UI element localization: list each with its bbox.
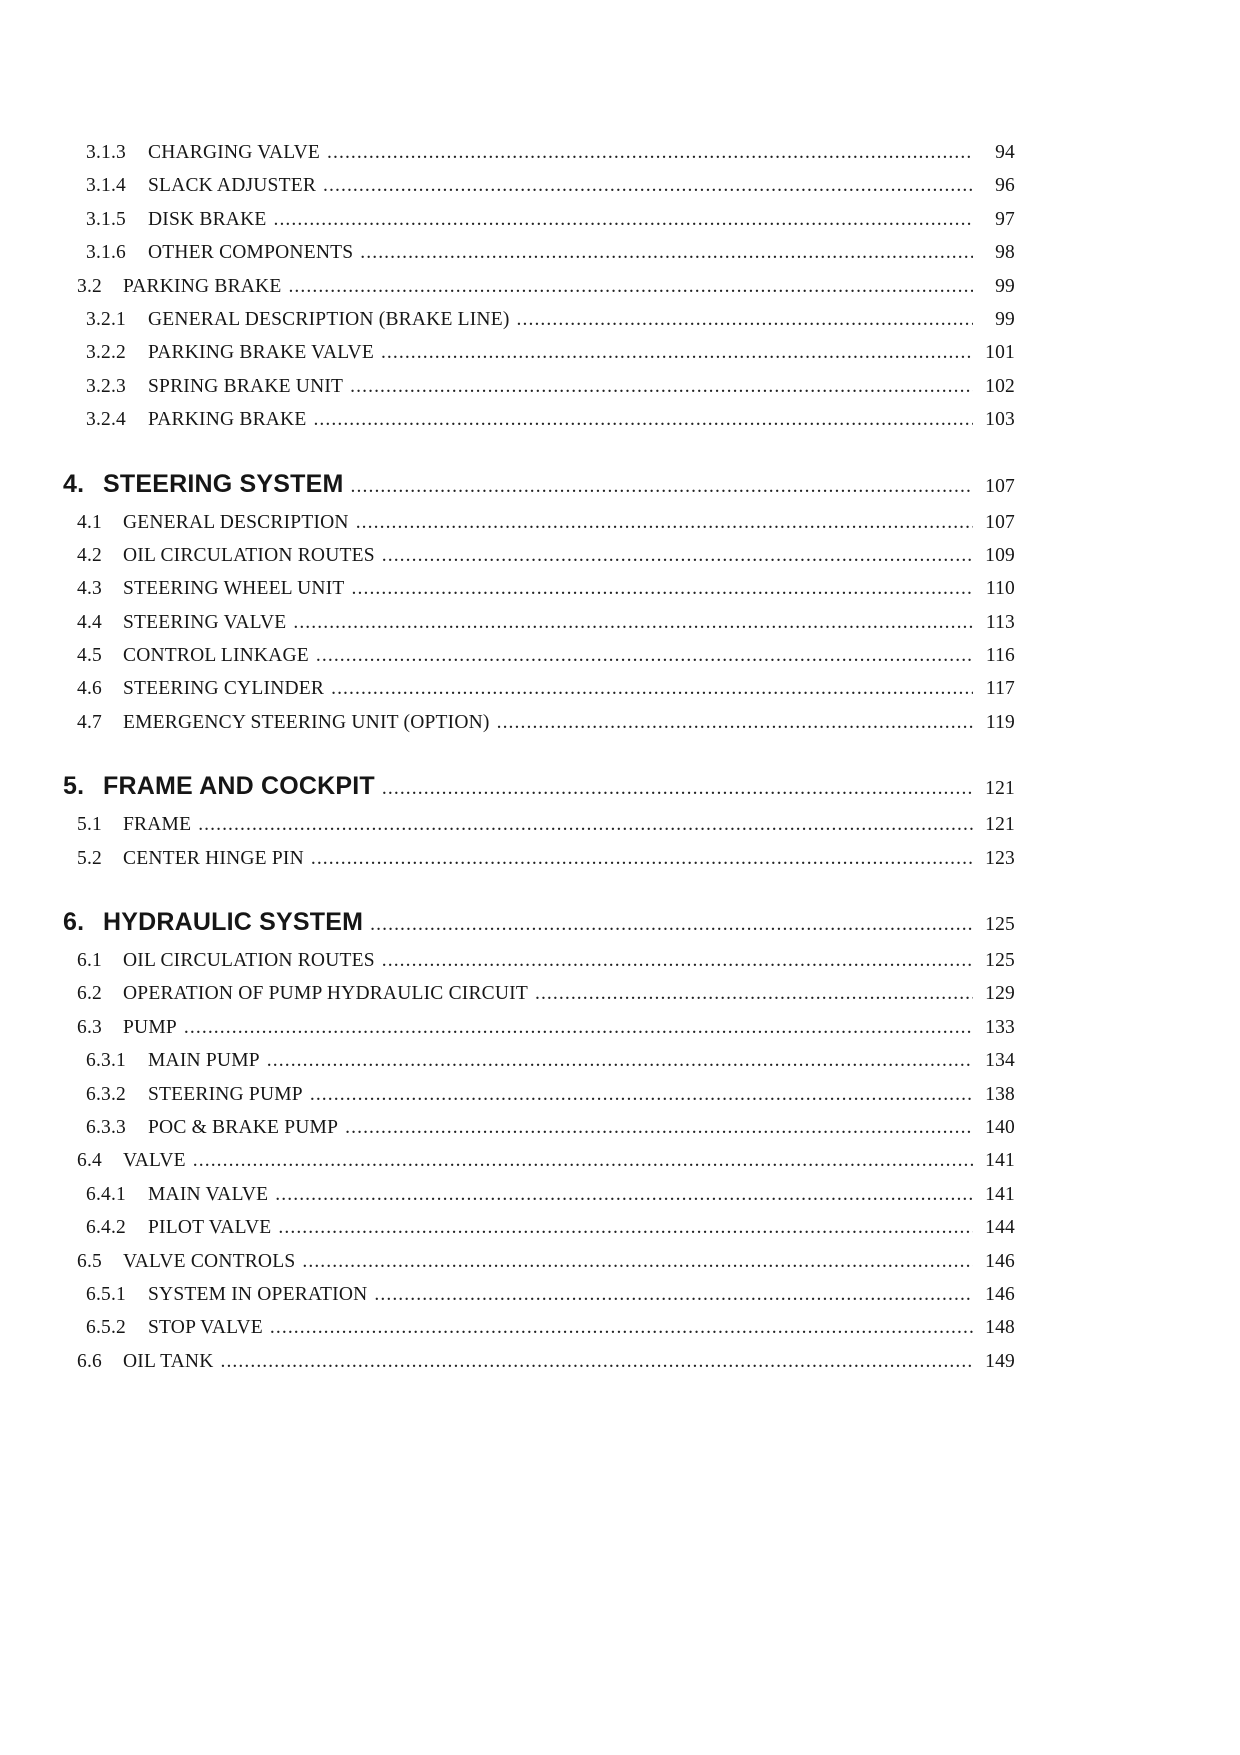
entry-title: PARKING BRAKE: [123, 275, 282, 297]
toc-entry: [63, 512, 1015, 545]
entry-title: GENERAL DESCRIPTION: [123, 511, 349, 533]
entry-number: 4.6: [77, 678, 102, 700]
dot-leader: [535, 983, 973, 1005]
toc-entry: [63, 276, 1015, 309]
entry-page: 116: [985, 645, 1015, 667]
toc-entry: [63, 1084, 1015, 1117]
toc-entry: [63, 1050, 1015, 1083]
entry-number: 3.2.1: [86, 308, 126, 330]
entry-number: 4.2: [77, 544, 102, 566]
entry-page: 146: [985, 1250, 1015, 1272]
dot-leader: [273, 209, 973, 231]
dot-leader: [313, 409, 973, 431]
entry-number: 3.1.3: [86, 142, 126, 163]
toc-entry: [63, 175, 1015, 208]
entry-page: 149: [985, 1350, 1015, 1372]
entry-title: MAIN PUMP: [148, 1050, 260, 1072]
entry-title: FRAME: [123, 814, 192, 836]
dot-leader: [351, 476, 973, 498]
entry-page: 107: [985, 511, 1015, 533]
dot-leader: [323, 175, 973, 197]
toc-entry: [63, 209, 1015, 242]
dot-leader: [288, 276, 973, 298]
toc-entry: [63, 983, 1015, 1016]
dot-leader: [382, 778, 973, 800]
toc-entry: [63, 1317, 1015, 1350]
entry-number: 5.1: [77, 814, 102, 836]
entry-number: 5.: [63, 772, 85, 801]
entry-page: 146: [985, 1283, 1015, 1305]
entry-title: VALVE: [123, 1150, 186, 1172]
entry-title: POC & BRAKE PUMP: [148, 1116, 339, 1138]
entry-page: 99: [995, 275, 1015, 297]
entry-number: 4.: [63, 469, 85, 498]
toc: [63, 142, 1015, 1384]
entry-page: 133: [985, 1016, 1015, 1038]
entry-title: SLACK ADJUSTER: [148, 175, 317, 197]
toc-entry: [63, 848, 1015, 881]
entry-title: OIL CIRCULATION ROUTES: [123, 544, 375, 566]
dot-leader: [360, 242, 973, 264]
toc-entry: [63, 950, 1015, 983]
entry-number: 3.2.2: [86, 342, 126, 364]
entry-number: 6.3: [77, 1016, 102, 1038]
entry-number: 4.1: [77, 511, 102, 533]
entry-title: SPRING BRAKE UNIT: [148, 375, 344, 397]
entry-page: 138: [985, 1083, 1015, 1105]
entry-page: 113: [985, 611, 1015, 633]
toc-entry: [63, 1117, 1015, 1150]
dot-leader: [293, 612, 973, 634]
dot-leader: [310, 1084, 973, 1106]
dot-leader: [184, 1017, 973, 1039]
entry-page: 110: [985, 578, 1015, 600]
entry-page: 141: [985, 1183, 1015, 1205]
toc-entry: [63, 1184, 1015, 1217]
dot-leader: [193, 1150, 973, 1172]
toc-entry: [63, 1351, 1015, 1384]
entry-title: PUMP: [123, 1016, 177, 1038]
toc-entry: [63, 376, 1015, 409]
entry-title: OPERATION OF PUMP HYDRAULIC CIRCUIT: [123, 983, 528, 1005]
entry-page: 121: [985, 778, 1015, 800]
entry-page: 119: [985, 711, 1015, 733]
toc-entry: [63, 342, 1015, 375]
toc-entry: [63, 309, 1015, 342]
toc-entry: [63, 1251, 1015, 1284]
entry-number: 6.5.2: [86, 1317, 126, 1339]
entry-number: 6.5: [77, 1250, 102, 1272]
entry-number: 3.2.4: [86, 409, 126, 431]
entry-number: 4.7: [77, 711, 102, 733]
entry-number: 3.1.6: [86, 242, 126, 264]
dot-leader: [370, 914, 973, 936]
entry-title: CONTROL LINKAGE: [123, 645, 309, 667]
entry-number: 4.4: [77, 611, 102, 633]
entry-number: 6.3.1: [86, 1050, 126, 1072]
entry-title: HYDRAULIC SYSTEM: [103, 908, 364, 937]
toc-entry: [63, 908, 1015, 950]
dot-leader: [302, 1251, 973, 1273]
entry-page: 101: [985, 342, 1015, 364]
entry-number: 3.2: [77, 275, 102, 297]
dot-leader: [350, 376, 973, 398]
entry-number: 6.3.2: [86, 1083, 126, 1105]
entry-number: 6.5.1: [86, 1283, 126, 1305]
entry-number: 3.1.4: [86, 175, 126, 197]
toc-entry: [63, 772, 1015, 814]
entry-page: 121: [985, 814, 1015, 836]
entry-title: CHARGING VALVE: [148, 142, 321, 163]
entry-number: 4.5: [77, 645, 102, 667]
entry-number: 3.2.3: [86, 375, 126, 397]
entry-number: 4.3: [77, 578, 102, 600]
toc-entry: [63, 545, 1015, 578]
dot-leader: [374, 1284, 973, 1306]
toc-entry: [63, 142, 1015, 175]
dot-leader: [316, 645, 973, 667]
entry-title: FRAME AND COCKPIT: [103, 772, 375, 801]
entry-page: 109: [985, 544, 1015, 566]
entry-title: MAIN VALVE: [148, 1183, 269, 1205]
dot-leader: [517, 309, 973, 331]
entry-page: 125: [985, 950, 1015, 972]
dot-leader: [327, 142, 973, 164]
entry-title: OIL CIRCULATION ROUTES: [123, 950, 375, 972]
entry-number: 6.2: [77, 983, 102, 1005]
entry-title: VALVE CONTROLS: [123, 1250, 296, 1272]
entry-title: OIL TANK: [123, 1350, 214, 1372]
dot-leader: [352, 578, 973, 600]
entry-number: 3.1.5: [86, 208, 126, 230]
toc-entry: [63, 470, 1015, 512]
entry-number: 6.: [63, 908, 85, 937]
dot-leader: [311, 848, 973, 870]
entry-page: 98: [995, 242, 1015, 264]
dot-leader: [331, 678, 973, 700]
entry-number: 6.4.2: [86, 1217, 126, 1239]
toc-entry: [63, 1017, 1015, 1050]
toc-entry: [63, 409, 1015, 442]
entry-page: 134: [985, 1050, 1015, 1072]
entry-page: 102: [985, 375, 1015, 397]
toc-entry: [63, 242, 1015, 275]
dot-leader: [220, 1351, 973, 1373]
entry-page: 94: [995, 142, 1015, 163]
entry-title: STEERING SYSTEM: [103, 469, 344, 498]
entry-title: STEERING PUMP: [148, 1083, 303, 1105]
toc-entry: [63, 712, 1015, 745]
toc-entry: [63, 814, 1015, 847]
dot-leader: [275, 1184, 973, 1206]
dot-leader: [270, 1317, 973, 1339]
entry-page: 148: [985, 1317, 1015, 1339]
toc-entry: [63, 612, 1015, 645]
entry-title: PARKING BRAKE VALVE: [148, 342, 374, 364]
entry-title: PILOT VALVE: [148, 1217, 272, 1239]
toc-entry: [63, 1150, 1015, 1183]
entry-page: 140: [985, 1116, 1015, 1138]
dot-leader: [382, 950, 973, 972]
entry-page: 129: [985, 983, 1015, 1005]
entry-page: 97: [995, 208, 1015, 230]
entry-page: 99: [995, 308, 1015, 330]
toc-entry: [63, 678, 1015, 711]
entry-number: 6.4.1: [86, 1183, 126, 1205]
entry-number: 6.6: [77, 1350, 102, 1372]
entry-number: 6.4: [77, 1150, 102, 1172]
entry-number: 6.3.3: [86, 1116, 126, 1138]
entry-page: 107: [985, 475, 1015, 497]
entry-page: 117: [985, 678, 1015, 700]
dot-leader: [382, 545, 973, 567]
entry-title: DISK BRAKE: [148, 208, 267, 230]
entry-title: STEERING VALVE: [123, 611, 287, 633]
dot-leader: [198, 814, 973, 836]
entry-title: STOP VALVE: [148, 1317, 263, 1339]
entry-page: 96: [995, 175, 1015, 197]
entry-title: SYSTEM IN OPERATION: [148, 1283, 368, 1305]
dot-leader: [345, 1117, 973, 1139]
dot-leader: [278, 1217, 973, 1239]
entry-title: STEERING WHEEL UNIT: [123, 578, 345, 600]
entry-page: 103: [985, 409, 1015, 431]
entry-title: PARKING BRAKE: [148, 409, 307, 431]
dot-leader: [381, 342, 973, 364]
toc-entry: [63, 1217, 1015, 1250]
entry-page: 144: [985, 1217, 1015, 1239]
toc-entry: [63, 645, 1015, 678]
toc-entry: [63, 1284, 1015, 1317]
toc-entry: [63, 578, 1015, 611]
entry-title: EMERGENCY STEERING UNIT (OPTION): [123, 711, 490, 733]
dot-leader: [267, 1050, 973, 1072]
entry-number: 6.1: [77, 950, 102, 972]
entry-page: 141: [985, 1150, 1015, 1172]
entry-title: STEERING CYLINDER: [123, 678, 325, 700]
entry-title: CENTER HINGE PIN: [123, 847, 304, 869]
dot-leader: [497, 712, 973, 734]
entry-title: GENERAL DESCRIPTION (BRAKE LINE): [148, 308, 510, 330]
dot-leader: [356, 512, 973, 534]
entry-title: OTHER COMPONENTS: [148, 242, 354, 264]
entry-page: 123: [985, 847, 1015, 869]
entry-page: 125: [985, 914, 1015, 936]
entry-number: 5.2: [77, 847, 102, 869]
